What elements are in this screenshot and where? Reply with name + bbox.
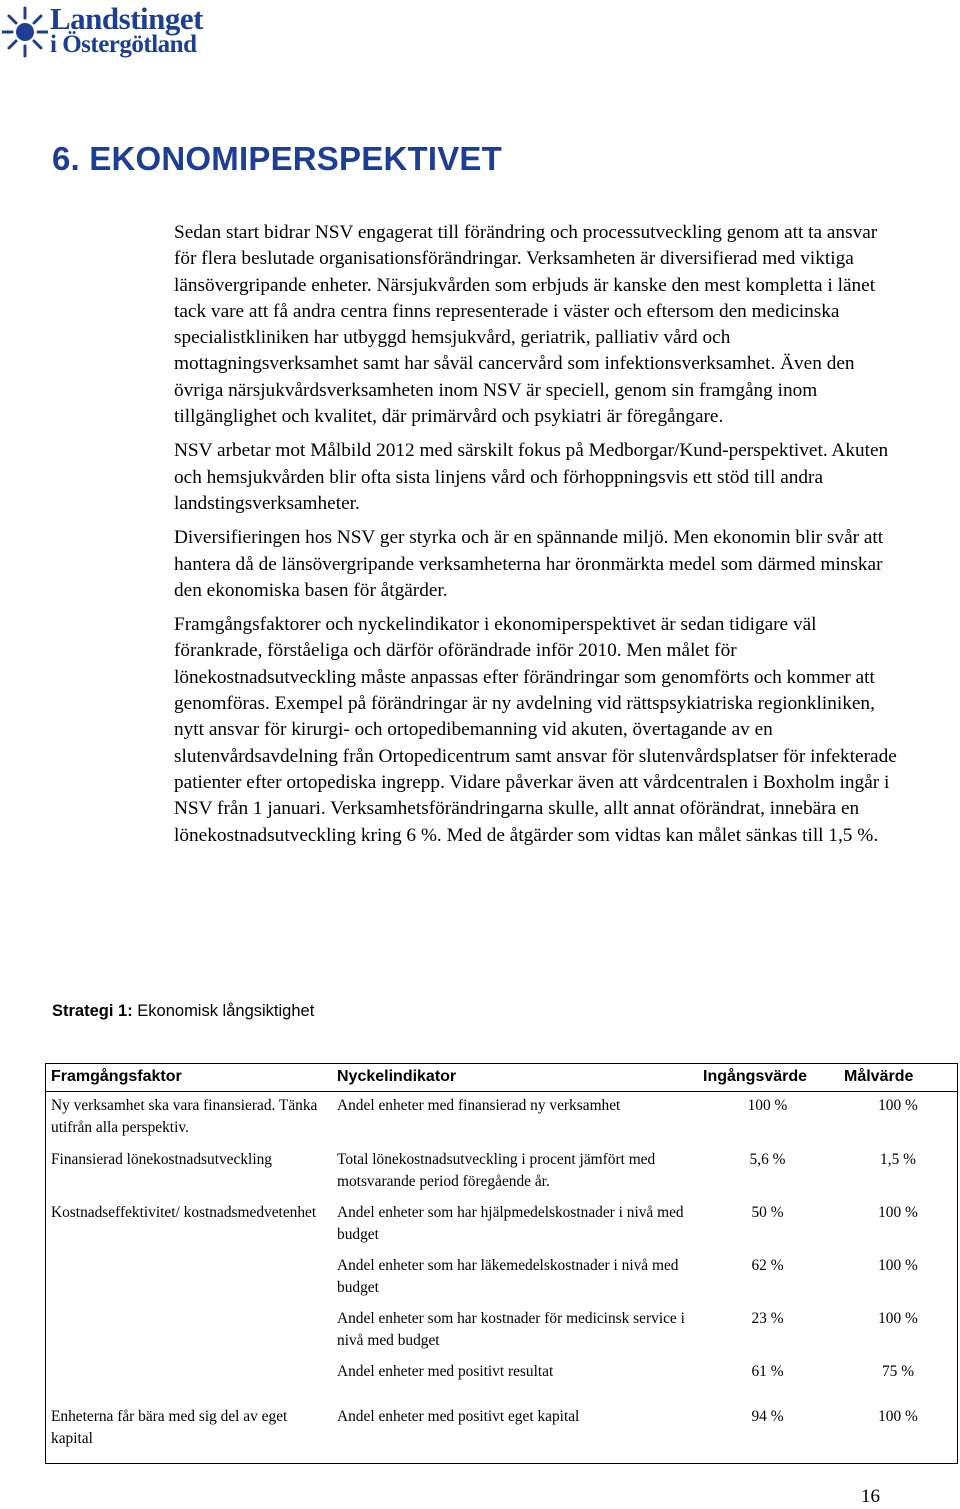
cell-start: 61 % bbox=[751, 1362, 784, 1380]
logo-line-2: i Östergötland bbox=[50, 31, 197, 58]
cell-target: 75 % bbox=[881, 1362, 915, 1380]
cell-start: 23 % bbox=[751, 1309, 784, 1327]
paragraph: Framgångsfaktorer och nyckelindikator i ekonomiperspektivet är sedan tidigare väl förankrade, förståeliga och därför oförändrade inför 2010. Men målet för lönekostnadsutveckling måste anpassas efter förändringar som genomförts och kommer att genomföras. Exempel på förändringar är ny avdelning vid rättspsykiatriska regionkliniken, nytt ansvar för kirurgi- och ortopedibemanning vid akuten, övertagande av en slutenvårdsavdelning från Ortopedicentrum samt ansvar för slutenvårdsplatser för infekterade patienter efter ortopediska ingrepp. Vidare påverkar även att vårdcentralen i Boxholm ingår i NSV från 1 januari. Verksamhetsförändringarna skulle, allt annat oförändrat, innebära en lönekostnadsutveckling kring 6 %. Med de åtgärder som vidtas kan målet sänkas till 1,5 %. bbox=[174, 614, 897, 846]
cell-start: 50 % bbox=[751, 1203, 784, 1221]
cell-indicator: Andel enheter med positivt eget kapital bbox=[337, 1407, 580, 1425]
logo-line-1: Landstinget bbox=[50, 1, 203, 36]
header-indicator: Nyckelindikator bbox=[331, 1063, 697, 1092]
table-row bbox=[45, 1403, 958, 1457]
body-text bbox=[174, 220, 904, 857]
table-row bbox=[45, 1199, 958, 1252]
cell-indicator: Total lönekostnadsutveckling i procent jämfört med motsvarande period föregående år. bbox=[337, 1150, 656, 1190]
cell-target: 100 % bbox=[878, 1407, 918, 1425]
cell-indicator: Andel enheter som har läkemedelskostnader i nivå med budget bbox=[337, 1256, 679, 1296]
cell-indicator: Andel enheter med positivt resultat bbox=[337, 1362, 554, 1380]
sun-emblem-icon bbox=[2, 4, 48, 62]
cell-factor: Enheterna får bära med sig del av eget kapital bbox=[51, 1407, 288, 1447]
table-header-row bbox=[45, 1063, 958, 1092]
cell-indicator: Andel enheter med finansierad ny verksamhet bbox=[337, 1097, 621, 1114]
cell-start: 62 % bbox=[751, 1256, 784, 1274]
cell-start: 94 % bbox=[751, 1407, 784, 1425]
page-number: 16 bbox=[861, 1486, 880, 1507]
header-factor: Framgångsfaktor bbox=[45, 1063, 331, 1092]
section-title: 6. EKONOMIPERSPEKTIVET bbox=[52, 140, 502, 177]
cell-factor: Ny verksamhet ska vara finansierad. Tänka utifrån alla perspektiv. bbox=[51, 1097, 318, 1136]
table-row bbox=[45, 1252, 958, 1305]
cell-start: 5,6 % bbox=[749, 1150, 786, 1168]
paragraph: Sedan start bidrar NSV engagerat till förändring och processutveckling genom att ta ansvar för flera beslutade organisationsförändringar. Verksamheten är diversifierad med viktiga länsövergripande enheter. Närsjukvården som erbjuds är kanske den mest kompletta i länet tack vare att få andra centra finns representerade i väster och eftersom den medicinska specialistkliniken har utbyggd hemsjukvård, geriatrik, palliativ vård och mottagningsverksamhet samt har såväl cancervård som infektionsverksamhet. Även den övriga närsjukvårdsverksamheten inom NSV är speciell, genom sin framgång inom tillgänglighet och kvalitet, där primärvård och psykiatri är föregångare. bbox=[174, 222, 878, 428]
organization-logo bbox=[2, 1, 203, 68]
table-row bbox=[45, 1358, 958, 1403]
cell-factor: Finansierad lönekostnadsutveckling bbox=[51, 1150, 272, 1168]
cell-indicator: Andel enheter som har hjälpmedelskostnader i nivå med budget bbox=[337, 1203, 684, 1243]
cell-target: 100 % bbox=[878, 1097, 918, 1114]
strategy-label: Strategi 1: bbox=[52, 1002, 133, 1020]
cell-target: 100 % bbox=[878, 1256, 918, 1274]
paragraph: NSV arbetar mot Målbild 2012 med särskilt fokus på Medborgar/Kund-perspektivet. Akuten och hemsjukvården blir ofta sista linjens vård och förhoppningsvis ett stöd till andra landstingsverksamheter. bbox=[174, 440, 889, 514]
cell-target: 1,5 % bbox=[880, 1150, 916, 1168]
kpi-table bbox=[45, 1063, 958, 1457]
cell-target: 100 % bbox=[878, 1203, 918, 1221]
cell-factor: Kostnadseffektivitet/ kostnadsmedvetenhet bbox=[51, 1203, 317, 1221]
table-row bbox=[45, 1092, 958, 1146]
cell-target: 100 % bbox=[878, 1309, 918, 1327]
cell-factor bbox=[45, 1358, 331, 1403]
header-target-value: Målvärde bbox=[838, 1063, 958, 1092]
logo-wordmark bbox=[50, 1, 203, 58]
header-start-value: Ingångsvärde bbox=[697, 1063, 838, 1092]
table-row bbox=[45, 1146, 958, 1199]
strategy-title: Ekonomisk långsiktighet bbox=[137, 1002, 315, 1020]
table-row bbox=[45, 1305, 958, 1358]
cell-indicator: Andel enheter som har kostnader för medicinsk service i nivå med budget bbox=[337, 1309, 685, 1349]
paragraph: Diversifieringen hos NSV ger styrka och är en spännande miljö. Men ekonomin blir svår att hantera då de länsövergripande verksamheterna har öronmärkta medel som därmed minskar den ekonomiska basen för åtgärder. bbox=[174, 527, 884, 601]
cell-start: 100 % bbox=[747, 1097, 788, 1114]
cell-factor bbox=[45, 1305, 331, 1358]
strategy-heading bbox=[52, 1002, 314, 1021]
cell-factor bbox=[45, 1252, 331, 1305]
